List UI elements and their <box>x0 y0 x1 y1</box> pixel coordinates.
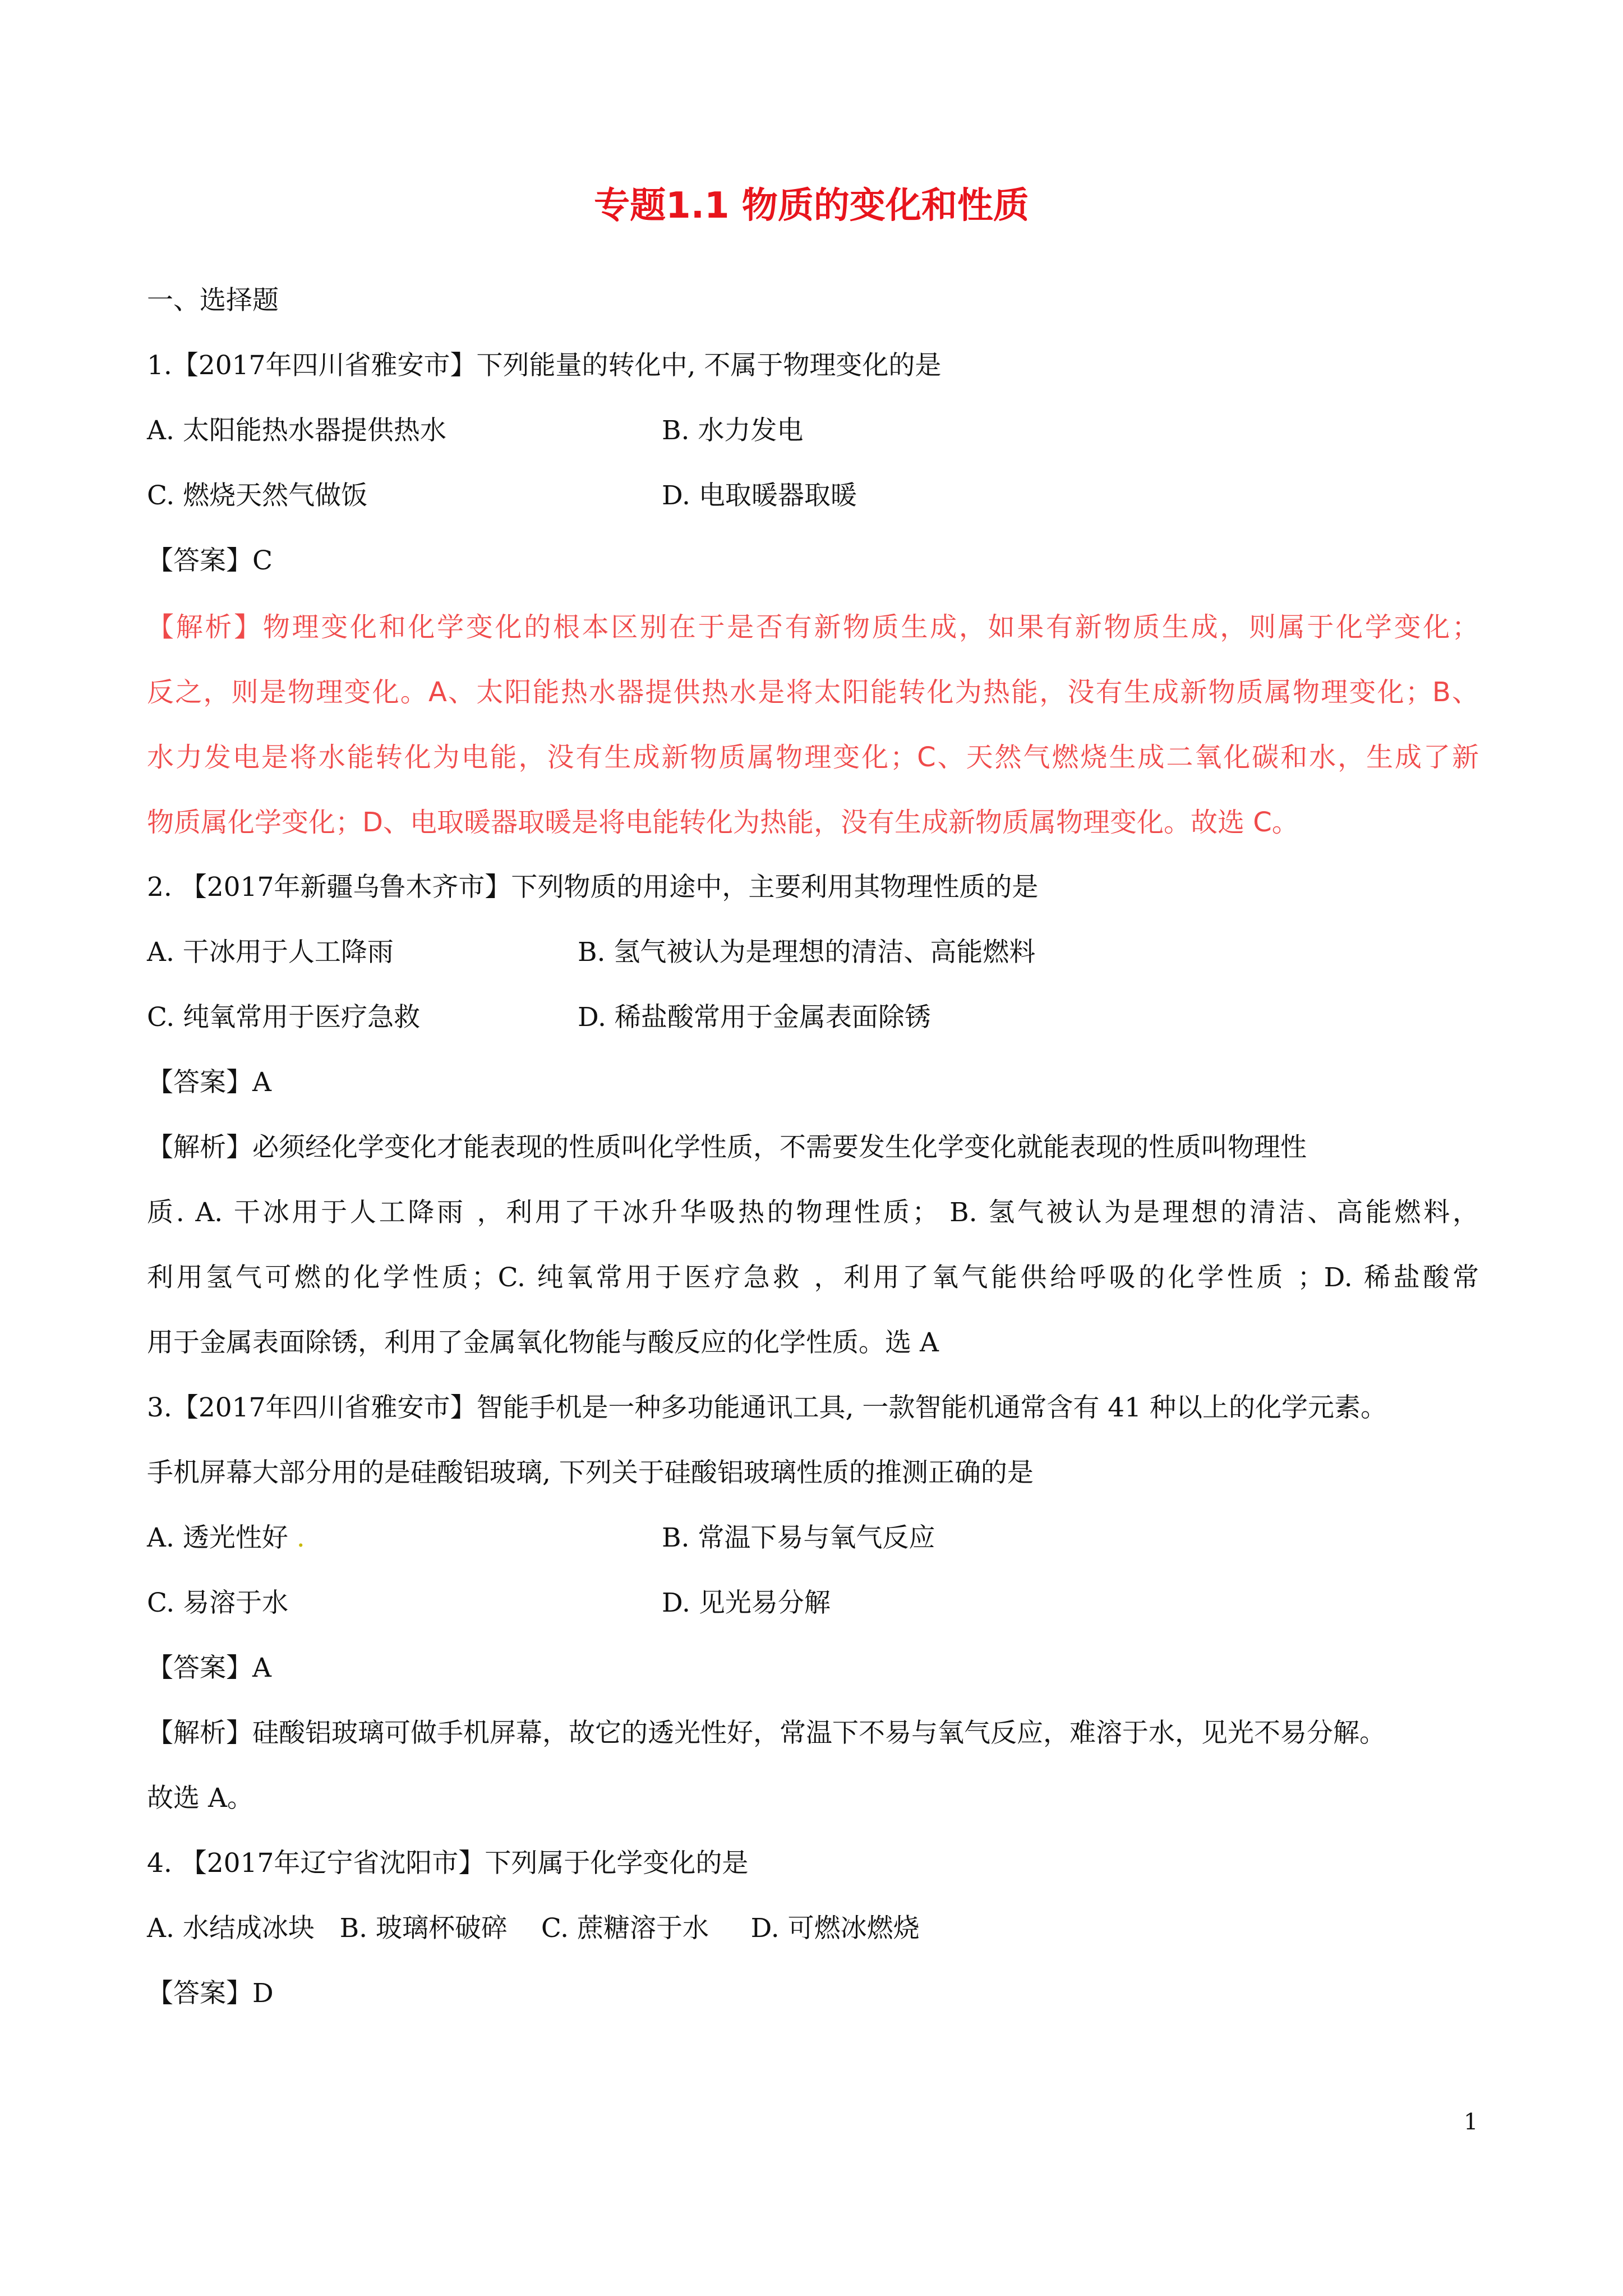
q2-option-c: C. 纯氧常用于医疗急救 <box>147 1002 421 1033</box>
q1-option-d: D. 电取暖器取暖 <box>662 480 857 511</box>
q4-stem: 4. 【2017年辽宁省沈阳市】下列属于化学变化的是 <box>147 1848 749 1879</box>
q2-explanation-line-4: 用于金属表面除锈，利用了金属氧化物能与酸反应的化学性质。选 A <box>147 1327 939 1358</box>
q2-explanation-line-1: 【解析】必须经化学变化才能表现的性质叫化学性质，不需要发生化学变化就能表现的性质叫物理性 <box>147 1132 1307 1163</box>
q2-option-a: A. 干冰用于人工降雨 <box>147 937 394 968</box>
q3-option-b: B. 常温下易与氧气反应 <box>662 1522 935 1553</box>
q1-explanation-line-2: 反之，则是物理变化。A、太阳能热水器提供热水是将太阳能转化为热能，没有生成新物质属物理变化；B、 <box>147 677 1479 708</box>
q3-option-c: C. 易溶于水 <box>147 1588 289 1618</box>
q3-option-a-text: A. 透光性好 <box>147 1522 288 1553</box>
section-heading: 一、选择题 <box>147 285 279 316</box>
q4-answer: 【答案】D <box>147 1978 274 2009</box>
q3-explanation-line-1: 【解析】硅酸铝玻璃可做手机屏幕，故它的透光性好，常温下不易与氧气反应，难溶于水，见光不易分解。 <box>147 1718 1386 1749</box>
q2-explanation-line-3: 利用氢气可燃的化学性质；C. 纯氧常用于医疗急救 ，利用了氧气能供给呼吸的化学性质 ；D. 稀盐酸常 <box>147 1262 1479 1293</box>
q1-explanation-line-4: 物质属化学变化；D、电取暖器取暖是将电能转化为热能，没有生成新物质属物理变化。故选 C。 <box>147 807 1299 838</box>
q3-explanation-line-2: 故选 A。 <box>147 1783 253 1814</box>
document-title: 专题1.1 物质的变化和性质 <box>594 185 1029 227</box>
q1-answer: 【答案】C <box>147 545 273 576</box>
q1-option-b: B. 水力发电 <box>662 415 804 446</box>
q3-stem-line-2: 手机屏幕大部分用的是硅酸铝玻璃, 下列关于硅酸铝玻璃性质的推测正确的是 <box>147 1457 1034 1488</box>
q3-stem-line-1: 3.【2017年四川省雅安市】智能手机是一种多功能通讯工具, 一款智能机通常含有 41 种以上的化学元素。 <box>147 1392 1387 1423</box>
q2-option-d: D. 稀盐酸常用于金属表面除锈 <box>578 1002 931 1033</box>
page-number: 1 <box>1464 2109 1478 2135</box>
q1-stem: 1.【2017年四川省雅安市】下列能量的转化中, 不属于物理变化的是 <box>147 350 942 381</box>
q3-option-d: D. 见光易分解 <box>662 1588 831 1618</box>
q3-option-a <box>147 1522 305 1554</box>
q2-answer: 【答案】A <box>147 1067 271 1098</box>
q3-answer: 【答案】A <box>147 1653 271 1683</box>
q4-options: A. 水结成冰块 B. 玻璃杯破碎 C. 蔗糖溶于水 D. 可燃冰燃烧 <box>147 1913 920 1944</box>
q1-explanation-line-1: 【解析】物理变化和化学变化的根本区别在于是否有新物质生成，如果有新物质生成，则属于化学变化； <box>147 611 1479 643</box>
q1-option-c: C. 燃烧天然气做饭 <box>147 480 368 511</box>
q1-explanation-line-3: 水力发电是将水能转化为电能，没有生成新物质属物理变化；C、天然气燃烧生成二氧化碳和水，生成了新 <box>147 742 1479 773</box>
q2-option-b: B. 氢气被认为是理想的清洁、高能燃料 <box>578 937 1036 968</box>
q2-stem: 2. 【2017年新疆乌鲁木齐市】下列物质的用途中，主要利用其物理性质的是 <box>147 872 1039 903</box>
q3-option-a-mark: . <box>296 1522 305 1553</box>
q2-explanation-line-2: 质. A. 干冰用于人工降雨 ，利用了干冰升华吸热的物理性质； B. 氢气被认为是理想的清洁、高能燃料， <box>147 1197 1479 1228</box>
q1-option-a: A. 太阳能热水器提供热水 <box>147 415 446 446</box>
